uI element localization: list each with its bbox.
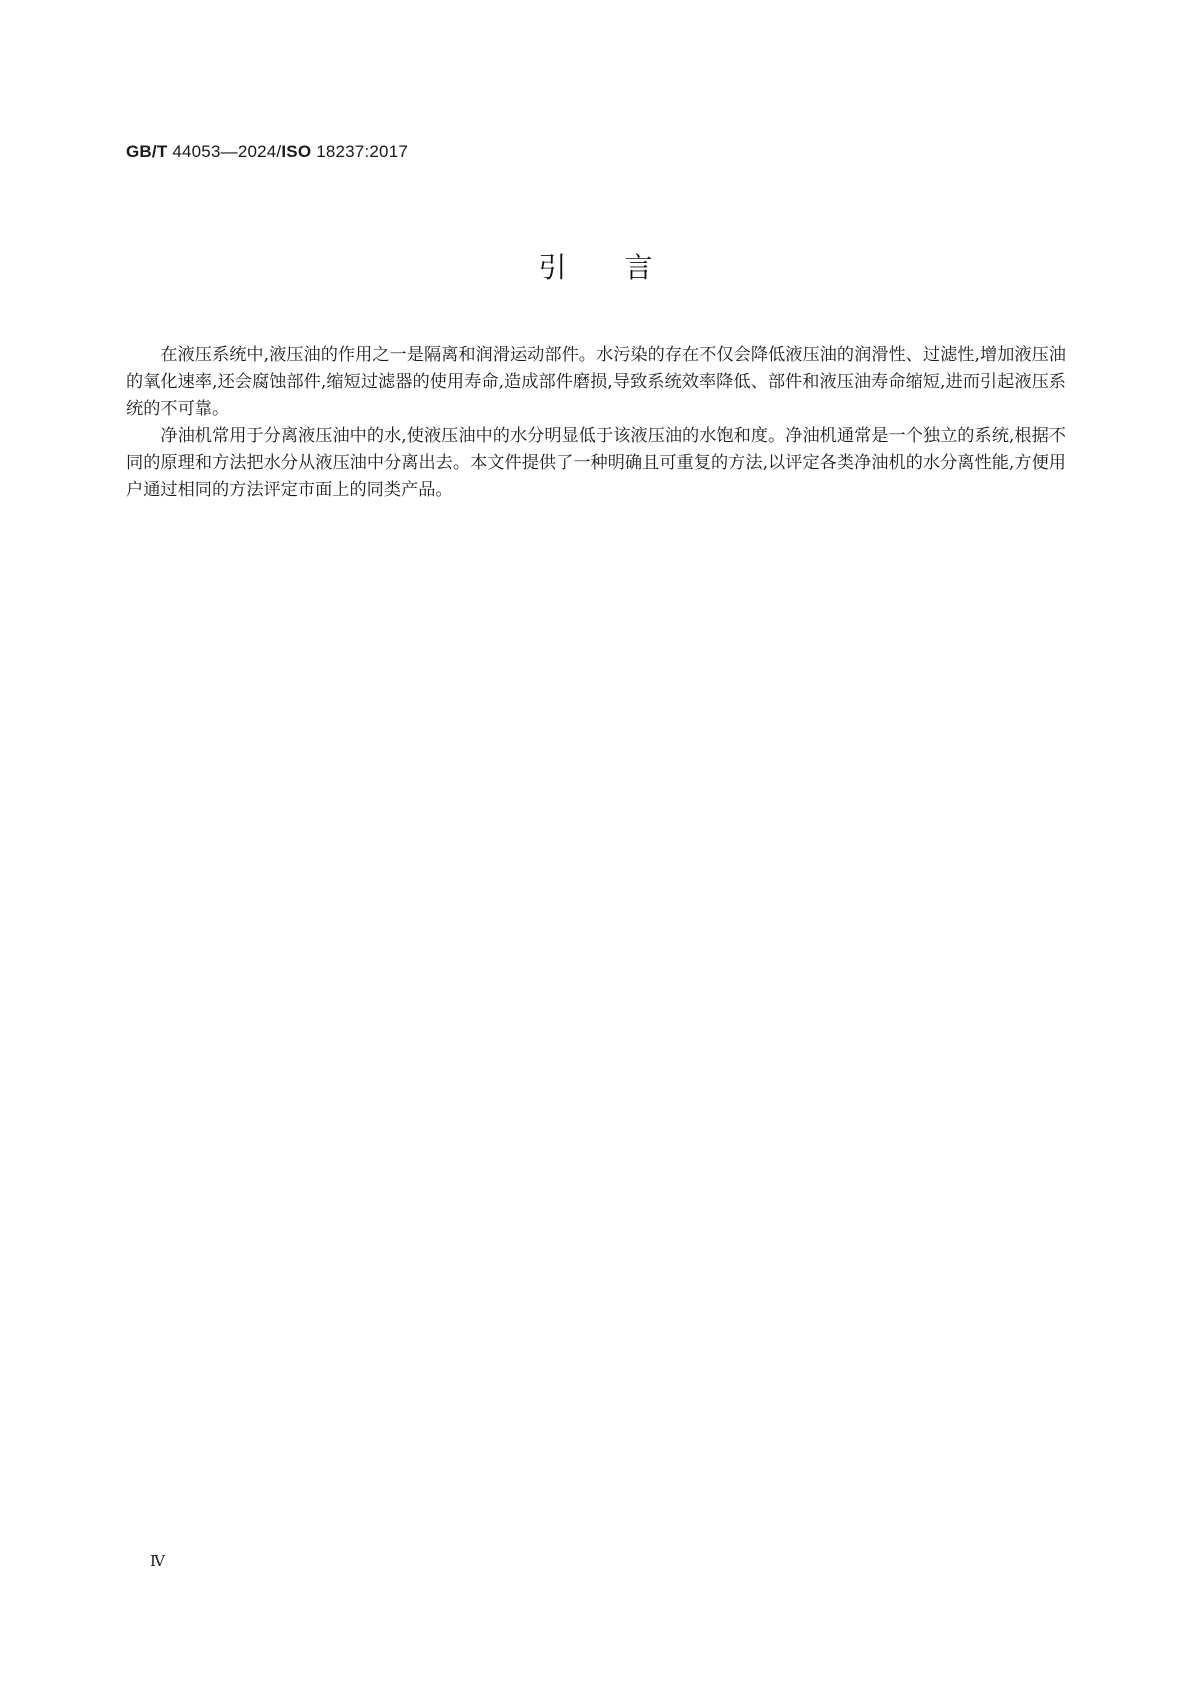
- section-title: 引言: [538, 251, 711, 284]
- doc-id-main: 44053—2024/: [167, 142, 282, 161]
- page-number: Ⅳ: [150, 1552, 165, 1570]
- doc-id-prefix: GB/T: [126, 142, 168, 161]
- paragraph-2: 净油机常用于分离液压油中的水,使液压油中的水分明显低于该液压油的水饱和度。净油机通常是一个独立的系统,根据不同的原理和方法把水分从液压油中分离出去。本文件提供了一种明确且可重复的方法,以评定各类净油机的水分离性能,方便用户通过相同的方法评定市面上的同类产品。: [126, 426, 1066, 500]
- paragraph-1: 在液压系统中,液压油的作用之一是隔离和润滑运动部件。水污染的存在不仅会降低液压油的润滑性、过滤性,增加液压油的氧化速率,还会腐蚀部件,缩短过滤器的使用寿命,造成部件磨损,导致系统效率降低、部件和液压油寿命缩短,进而引起液压系统的不可靠。: [126, 345, 1066, 419]
- doc-id-iso: ISO: [281, 142, 312, 161]
- doc-id-suffix: 18237:2017: [311, 142, 409, 161]
- body-text: [126, 342, 1066, 504]
- document-identifier: [126, 142, 408, 162]
